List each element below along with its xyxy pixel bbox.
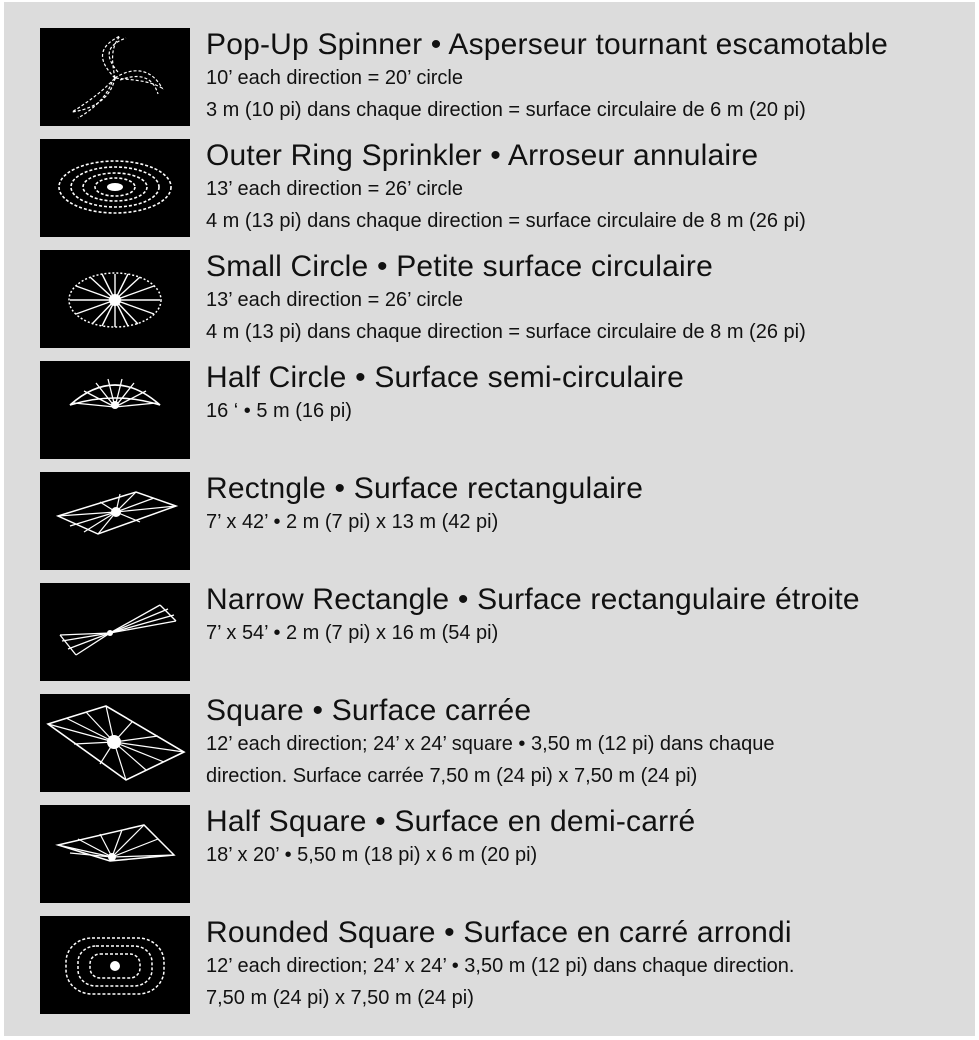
pattern-spec-line: 12’ each direction; 24’ x 24’ square • 3,50 m (12 pi) dans chaque [206,733,775,755]
pattern-title: Outer Ring Sprinkler • Arroseur annulaire [206,139,759,172]
pattern-spec-line: 12’ each direction; 24’ x 24’ • 3,50 m (12 pi) dans chaque direction. [206,955,795,977]
pattern-title: Narrow Rectangle • Surface rectangulaire étroite [206,583,860,616]
pattern-spec-line: 18’ x 20’ • 5,50 m (18 pi) x 6 m (20 pi) [206,844,538,866]
rectangle-pattern-icon [40,472,190,570]
pattern-title: Pop-Up Spinner • Asperseur tournant escamotable [206,28,888,61]
pattern-spec-line: 7’ x 54’ • 2 m (7 pi) x 16 m (54 pi) [206,622,499,644]
pattern-spec-line: 7’ x 42’ • 2 m (7 pi) x 13 m (42 pi) [206,511,499,533]
pattern-title: Rectngle • Surface rectangulaire [206,472,644,505]
pattern-spec-line: 3 m (10 pi) dans chaque direction = surface circulaire de 6 m (20 pi) [206,99,806,121]
pattern-spec-line: 13’ each direction = 26’ circle [206,289,463,311]
pattern-spec-line: 7,50 m (24 pi) x 7,50 m (24 pi) [206,987,474,1009]
pattern-spec-line: direction. Surface carrée 7,50 m (24 pi) x 7,50 m (24 pi) [206,765,698,787]
pattern-spec-line: 13’ each direction = 26’ circle [206,178,463,200]
pattern-title: Square • Surface carrée [206,694,532,727]
small-circle-pattern-icon [40,250,190,348]
pattern-spec-line: 4 m (13 pi) dans chaque direction = surface circulaire de 8 m (26 pi) [206,321,806,343]
pattern-title: Small Circle • Petite surface circulaire [206,250,713,283]
pattern-title: Half Circle • Surface semi-circulaire [206,361,685,394]
pattern-spec-line: 4 m (13 pi) dans chaque direction = surface circulaire de 8 m (26 pi) [206,210,806,232]
half-square-pattern-icon [40,805,190,903]
narrow-rectangle-pattern-icon [40,583,190,681]
spinner-pattern-icon [40,28,190,126]
pattern-title: Rounded Square • Surface en carré arrondi [206,916,792,949]
sprinkler-patterns-panel [4,2,975,1036]
half-circle-pattern-icon [40,361,190,459]
pattern-spec-line: 10’ each direction = 20’ circle [206,67,463,89]
outer-ring-pattern-icon [40,139,190,237]
square-pattern-icon [40,694,190,792]
pattern-title: Half Square • Surface en demi-carré [206,805,696,838]
rounded-square-pattern-icon [40,916,190,1014]
pattern-spec-line: 16 ‘ • 5 m (16 pi) [206,400,352,422]
